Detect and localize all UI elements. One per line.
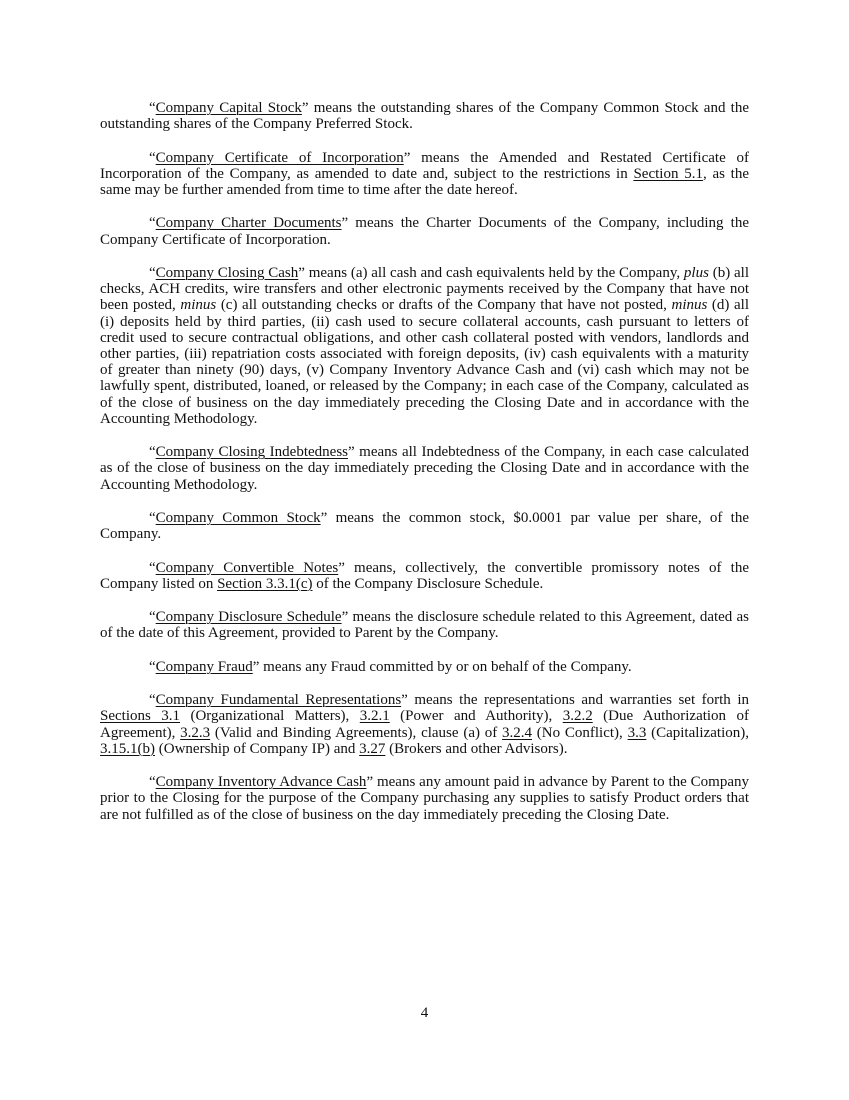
page-number: 4 xyxy=(420,1005,429,1021)
definition-text: “ xyxy=(149,692,156,709)
section-reference: 3.2.3 xyxy=(180,724,211,741)
definition-text: “ xyxy=(149,444,156,461)
emphasis-text: minus xyxy=(180,297,217,314)
definition-text: ” means all Indebtedness of the Company, in each case calculated as of the close of business on the day immediately preceding the Closing Date and in accordance with the Accounting Methodology. xyxy=(100,444,749,493)
defined-term: Company Certificate of Incorporation xyxy=(155,149,404,166)
definition-text: (Capitalization), xyxy=(646,724,749,741)
section-reference: Section 5.1 xyxy=(633,165,703,182)
definition-text: “ xyxy=(149,510,156,526)
definition-company-fraud xyxy=(100,659,749,675)
definition-text: “ xyxy=(149,215,156,232)
defined-term: Company Closing Cash xyxy=(155,264,299,281)
definition-text: ” means any Fraud committed by or on behalf of the Company. xyxy=(252,658,632,675)
definition-company-closing-indebtedness xyxy=(100,444,749,493)
definition-company-closing-cash xyxy=(100,265,749,427)
definition-text: “ xyxy=(149,658,156,675)
definition-text: “ xyxy=(149,149,156,166)
definition-company-common-stock xyxy=(100,510,749,542)
emphasis-text: minus xyxy=(671,297,708,314)
definition-text: ” means the representations and warranties set forth in xyxy=(401,692,749,709)
defined-term: Company Charter Documents xyxy=(155,215,342,232)
definition-text: (Valid and Binding Agreements), clause (a) of xyxy=(210,724,503,741)
section-reference: 3.15.1(b) xyxy=(100,740,155,757)
section-reference: 3.2.2 xyxy=(562,708,593,725)
defined-term: Company Common Stock xyxy=(155,510,321,526)
definition-text: (b) all checks, ACH credits, wire transfers and other electronic payments received by the Company that have not been posted, xyxy=(100,264,750,314)
definition-text: (d) all (i) deposits held by third parties, (ii) cash used to secure collateral accounts, cash pursuant to letters of credit used to secure contractual obligations, and other cash collateral posted with vendors, landlords and other parties, (iii) repatriation costs associated with foreign deposits, (iv) cash equivalents with a maturity of greater than ninety (90) days, (v) Company Inventory Advance Cash and (vi) cash which may not be lawfully spent, distributed, loaned, or released by the Company; in each case of the Company, calculated as of the close of business on the day immediately preceding the Closing Date and in accordance with the Accounting Methodology. xyxy=(100,297,749,427)
defined-term: Company Fundamental Representations xyxy=(155,692,402,709)
defined-term: Company Fraud xyxy=(155,658,253,675)
definition-text: ” means any amount paid in advance by Parent to the Company prior to the Closing for the purpose of the Company purchasing any supplies to satisfy Product orders that are not fulfilled as of the close of business on the day immediately preceding the Closing Date. xyxy=(100,774,749,823)
definition-text: ” means the common stock, $0.0001 par value per share, of the Company. xyxy=(100,510,750,543)
defined-term: Company Closing Indebtedness xyxy=(155,444,348,461)
definition-text: “ xyxy=(149,264,156,281)
defined-term: Company Disclosure Schedule xyxy=(155,609,342,626)
emphasis-text: plus xyxy=(683,264,709,281)
definition-text: (Power and Authority), xyxy=(389,708,563,725)
section-reference: Sections 3.1 xyxy=(100,708,181,725)
section-reference: Section 3.3.1(c) xyxy=(217,575,313,592)
definition-text: (c) all outstanding checks or drafts of the Company that have not posted, xyxy=(216,297,672,314)
definitions-list xyxy=(100,100,749,823)
section-reference: 3.27 xyxy=(359,740,386,757)
definition-text: (Brokers and other Advisors). xyxy=(385,740,568,757)
definition-text: “ xyxy=(149,559,156,576)
definition-company-certificate-of-incorporation xyxy=(100,150,749,199)
definition-company-inventory-advance-cash xyxy=(100,774,749,823)
definition-text: “ xyxy=(149,774,156,791)
section-reference: 3.3 xyxy=(627,724,647,741)
definition-company-capital-stock xyxy=(100,100,749,132)
definition-text: ” means, collectively, the convertible promissory notes of the Company listed on xyxy=(100,559,749,592)
definition-text: (Ownership of Company IP) and xyxy=(155,740,360,757)
defined-term: Company Capital Stock xyxy=(155,100,302,116)
definition-text: (No Conflict), xyxy=(532,724,628,741)
definition-company-charter-documents xyxy=(100,215,749,247)
definition-company-fundamental-representations xyxy=(100,692,749,757)
definition-text: ” means the Amended and Restated Certificate of Incorporation of the Company, as amended to date and, subject to the restrictions in xyxy=(100,149,749,182)
definition-company-disclosure-schedule xyxy=(100,609,749,641)
definition-text: “ xyxy=(149,100,156,116)
definition-text: ” means (a) all cash and cash equivalents held by the Company, xyxy=(298,264,684,281)
definition-text: (Organizational Matters), xyxy=(180,708,360,725)
definition-text: of the Company Disclosure Schedule. xyxy=(312,575,544,592)
defined-term: Company Inventory Advance Cash xyxy=(155,774,367,791)
definition-text: , as the same may be further amended from time to time after the date hereof. xyxy=(100,165,750,198)
section-reference: 3.2.4 xyxy=(502,724,533,741)
definition-text: ” means the outstanding shares of the Company Common Stock and the outstanding shares of the Company Preferred Stock. xyxy=(100,100,749,133)
definition-text: (Due Authorization of Agreement), xyxy=(100,708,749,741)
definition-text: ” means the disclosure schedule related to this Agreement, dated as of the date of this Agreement, provided to Parent by the Company. xyxy=(100,609,750,642)
section-reference: 3.2.1 xyxy=(359,708,390,725)
defined-term: Company Convertible Notes xyxy=(155,559,339,576)
definition-company-convertible-notes xyxy=(100,560,749,592)
definition-text: ” means the Charter Documents of the Company, including the Company Certificate of Incorporation. xyxy=(100,215,749,248)
definition-text: “ xyxy=(149,609,156,626)
